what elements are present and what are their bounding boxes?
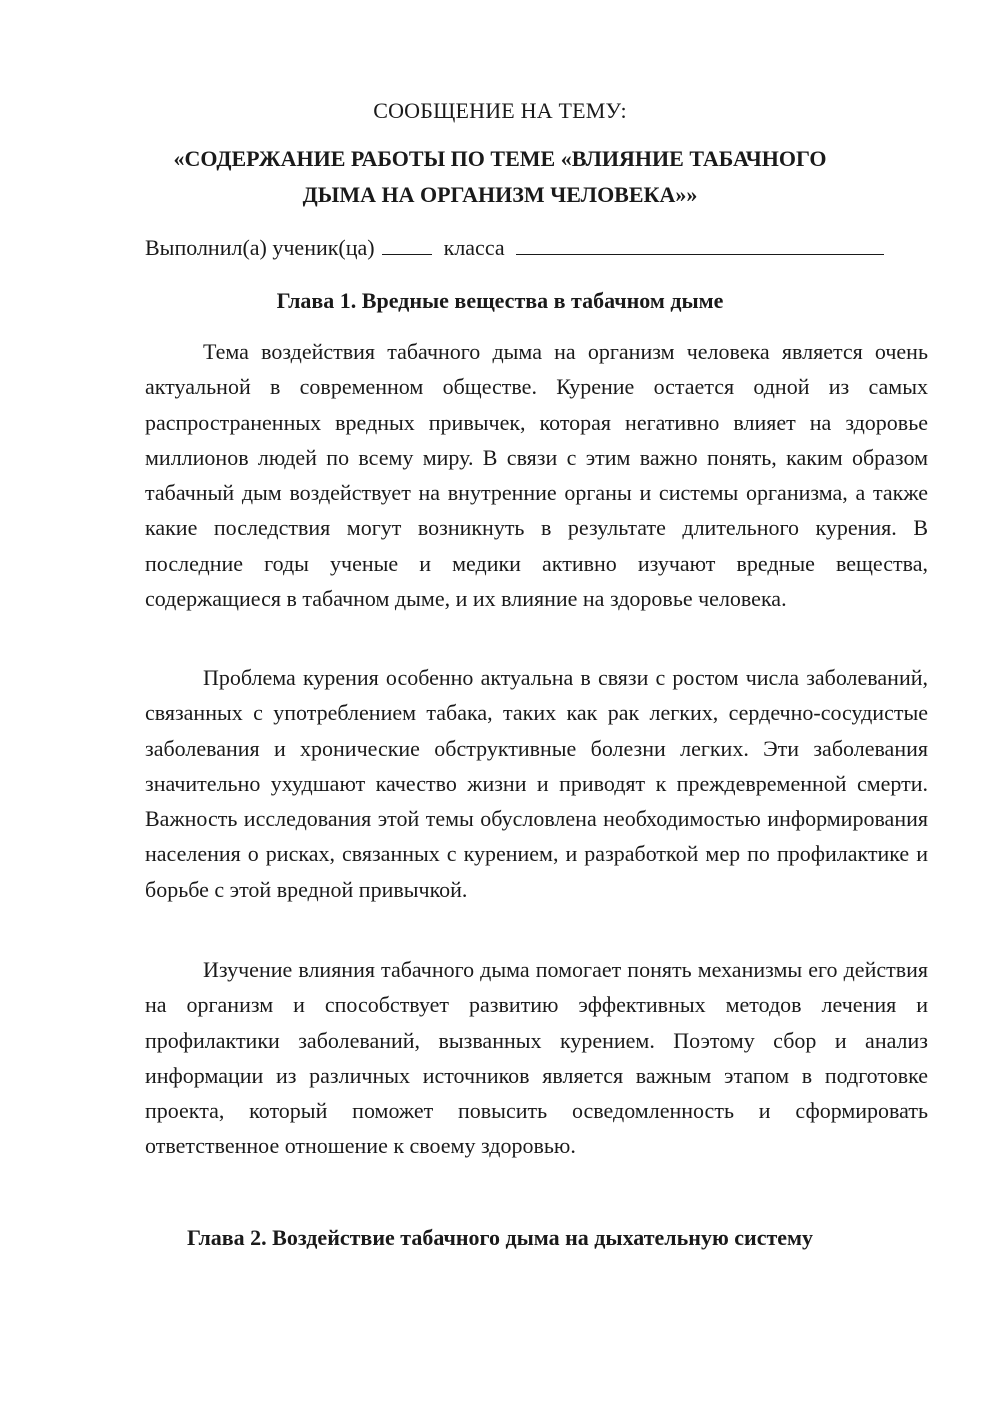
message-label: СООБЩЕНИЕ НА ТЕМУ:: [373, 98, 627, 123]
document-title-line-1: «СОДЕРЖАНИЕ РАБОТЫ ПО ТЕМЕ «ВЛИЯНИЕ ТАБАЧНОГО: [173, 146, 827, 171]
document-title-line-2: ДЫМА НА ОРГАНИЗМ ЧЕЛОВЕКА»»: [302, 182, 698, 207]
class-name-blank-field: [516, 232, 884, 255]
chapter-1-heading: Глава 1. Вредные вещества в табачном дыме: [276, 288, 724, 313]
grade-blank-field: [382, 232, 432, 255]
paragraph-1: Тема воздействия табачного дыма на организм человека является очень актуальной в современном обществе. Курение остается одной из самых распространенных вредных привычек, которая негативно влияет на здоровье миллионов людей по всему миру. В связи с этим важно понять, каким образом табачный дым воздействует на внутренние органы и системы организма, а также какие последствия могут возникнуть в результате длительного курения. В последние годы ученые и медики активно изучают вредные вещества, содержащиеся в табачном дыме, и их влияние на здоровье человека.: [145, 339, 928, 612]
author-prefix: Выполнил(а) ученик(ца): [145, 235, 375, 260]
paragraph-2: Проблема курения особенно актуальна в связи с ростом числа заболеваний, связанных с употреблением табака, таких как рак легких, сердечно-сосудистые заболевания и хронические обструктивные болезни легких. Эти заболевания значительно ухудшают качество жизни и приводят к преждевременной смерти. Важность исследования этой темы обусловлена необходимостью информирования населения о рисках, связанных с курением, и разработкой мер по профилактике и борьбе с этой вредной привычкой.: [145, 665, 928, 902]
chapter-2-heading: Глава 2. Воздействие табачного дыма на дыхательную систему: [186, 1225, 814, 1250]
document-title: [0, 141, 1000, 213]
paragraph-3: Изучение влияния табачного дыма помогает понять механизмы его действия на организм и способствует развитию эффективных методов лечения и профилактики заболеваний, вызванных курением. Поэтому сбор и анализ информации из различных источников является важным этапом в подготовке проекта, который поможет повысить осведомленность и сформировать ответственное отношение к своему здоровью.: [145, 957, 928, 1159]
class-label: класса: [443, 235, 505, 260]
author-line: [145, 232, 884, 264]
